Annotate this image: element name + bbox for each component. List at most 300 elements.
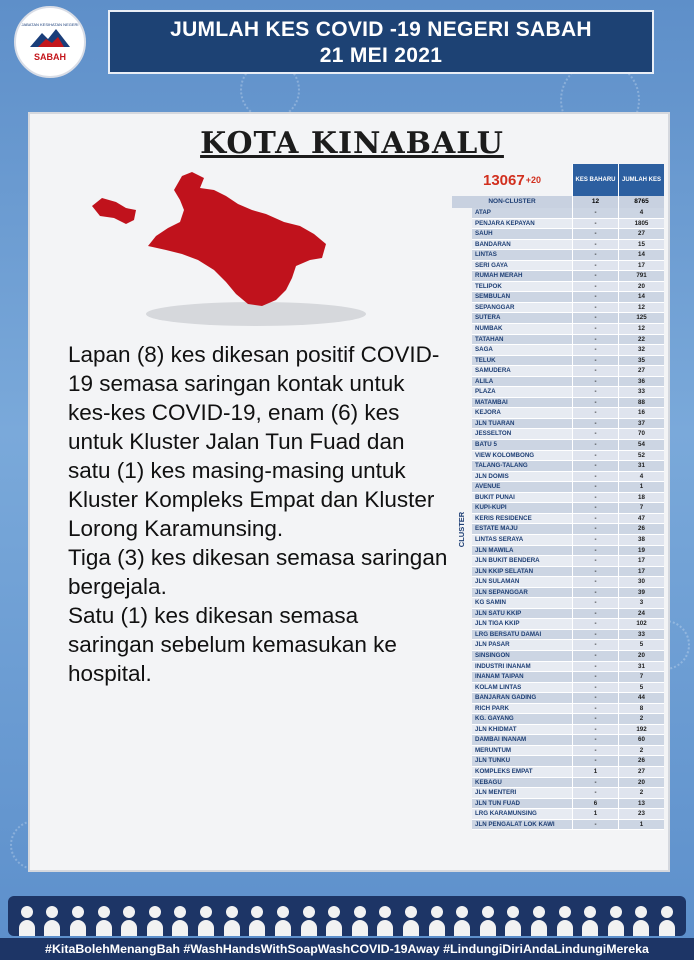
frontliner-person-icon xyxy=(147,906,163,936)
table-row xyxy=(452,303,664,314)
cluster-total-cases: 35 xyxy=(618,356,664,367)
row-spacer xyxy=(452,261,472,272)
row-spacer xyxy=(452,778,472,789)
table-row xyxy=(452,778,664,789)
total-cases xyxy=(452,164,572,196)
row-spacer xyxy=(452,704,472,715)
table-row xyxy=(452,662,664,673)
cluster-total-cases: 16 xyxy=(618,408,664,419)
cluster-new-cases: - xyxy=(572,292,618,303)
cluster-name: KOLAM LINTAS xyxy=(472,683,572,694)
frontliner-person-icon xyxy=(249,906,265,936)
cluster-new-cases: - xyxy=(572,229,618,240)
cluster-new-cases: - xyxy=(572,366,618,377)
table-header xyxy=(452,164,664,196)
frontliner-person-icon xyxy=(70,906,86,936)
cluster-name: BANDARAN xyxy=(472,240,572,251)
cluster-name: JLN TIGA KKIP xyxy=(472,619,572,630)
cluster-name: SAUH xyxy=(472,229,572,240)
cluster-total-cases: 31 xyxy=(618,461,664,472)
cluster-name: KEJORA xyxy=(472,408,572,419)
cluster-total-cases: 5 xyxy=(618,683,664,694)
non-cluster-new: 12 xyxy=(572,196,618,208)
cluster-new-cases: - xyxy=(572,472,618,483)
table-row xyxy=(452,640,664,651)
frontliner-person-icon xyxy=(224,906,240,936)
cluster-total-cases: 32 xyxy=(618,345,664,356)
cluster-total-cases: 60 xyxy=(618,735,664,746)
cluster-name: KERIS RESIDENCE xyxy=(472,514,572,525)
cluster-name: LRG KARAMUNSING xyxy=(472,809,572,820)
frontliner-person-icon xyxy=(301,906,317,936)
table-row xyxy=(452,387,664,398)
cluster-name: SUTERA xyxy=(472,313,572,324)
cluster-new-cases: - xyxy=(572,556,618,567)
table-row xyxy=(452,482,664,493)
cluster-new-cases: - xyxy=(572,567,618,578)
table-row xyxy=(452,503,664,514)
row-spacer xyxy=(452,651,472,662)
row-spacer xyxy=(452,451,472,462)
cluster-total-cases: 23 xyxy=(618,809,664,820)
cluster-name: JLN PENGALAT LOK KAWI xyxy=(472,820,572,831)
frontliner-person-icon xyxy=(326,906,342,936)
cluster-name: TELIPOK xyxy=(472,282,572,293)
row-spacer xyxy=(452,461,472,472)
cluster-total-cases: 88 xyxy=(618,398,664,409)
cluster-new-cases: - xyxy=(572,651,618,662)
row-spacer xyxy=(452,662,472,673)
frontliner-person-icon xyxy=(352,906,368,936)
header-new-cases: KES BAHARU xyxy=(572,164,618,196)
table-row xyxy=(452,493,664,504)
frontliner-person-icon xyxy=(275,906,291,936)
cluster-name: JLN KKIP SELATAN xyxy=(472,567,572,578)
cluster-name: ESTATE MAJU xyxy=(472,524,572,535)
district-title: KOTA KINABALU xyxy=(200,126,504,161)
row-spacer xyxy=(452,240,472,251)
cluster-new-cases: - xyxy=(572,429,618,440)
row-spacer xyxy=(452,324,472,335)
table-row xyxy=(452,809,664,820)
cluster-new-cases: - xyxy=(572,387,618,398)
cluster-name: BUKIT PUNAI xyxy=(472,493,572,504)
cluster-total-cases: 4 xyxy=(618,208,664,219)
row-spacer xyxy=(452,524,472,535)
cluster-name: JLN SATU KKIP xyxy=(472,609,572,620)
cluster-total-cases: 52 xyxy=(618,451,664,462)
row-spacer xyxy=(452,725,472,736)
cluster-new-cases: - xyxy=(572,419,618,430)
row-spacer xyxy=(452,208,472,219)
table-row xyxy=(452,356,664,367)
cluster-total-cases: 125 xyxy=(618,313,664,324)
cluster-total-cases: 2 xyxy=(618,788,664,799)
cluster-total-cases: 38 xyxy=(618,535,664,546)
row-spacer xyxy=(452,345,472,356)
cluster-name: TALANG-TALANG xyxy=(472,461,572,472)
table-row xyxy=(452,714,664,725)
cluster-new-cases: - xyxy=(572,514,618,525)
cluster-name: JESSELTON xyxy=(472,429,572,440)
table-row xyxy=(452,524,664,535)
total-cases-value: 13067 xyxy=(483,171,525,189)
cluster-new-cases: - xyxy=(572,208,618,219)
cluster-name: JLN TUN FUAD xyxy=(472,799,572,810)
non-cluster-label: NON-CLUSTER xyxy=(452,196,572,208)
cluster-new-cases: - xyxy=(572,440,618,451)
row-spacer xyxy=(452,809,472,820)
paragraph-symptomatic: Tiga (3) kes dikesan semasa saringan bergejala. xyxy=(68,545,448,599)
cluster-name: LINTAS xyxy=(472,250,572,261)
cluster-total-cases: 27 xyxy=(618,366,664,377)
table-row xyxy=(452,366,664,377)
row-spacer xyxy=(452,271,472,282)
table-row xyxy=(452,335,664,346)
paragraph-close-contact: Lapan (8) kes dikesan positif COVID-19 semasa saringan kontak untuk kes-kes COVID-19, enam (6) kes untuk Kluster Jalan Tun Fuad dan satu (1) kes masing-masing untuk Kluster Kompleks Empat dan Kluster Lorong Karamunsing. xyxy=(68,342,440,541)
cluster-total-cases: 44 xyxy=(618,693,664,704)
cluster-total-cases: 33 xyxy=(618,387,664,398)
table-row xyxy=(452,756,664,767)
cluster-new-cases: - xyxy=(572,820,618,831)
cluster-new-cases: - xyxy=(572,735,618,746)
cluster-new-cases: - xyxy=(572,461,618,472)
cluster-new-cases: - xyxy=(572,619,618,630)
hashtags-banner: #KitaBolehMenangBah #WashHandsWithSoapWashCOVID-19Away #LindungiDiriAndaLindungiMereka xyxy=(0,938,694,960)
row-spacer xyxy=(452,282,472,293)
header-banner xyxy=(108,10,654,74)
cluster-new-cases: - xyxy=(572,756,618,767)
cluster-total-cases: 33 xyxy=(618,630,664,641)
cluster-total-cases: 12 xyxy=(618,303,664,314)
frontliner-person-icon xyxy=(531,906,547,936)
row-spacer xyxy=(452,313,472,324)
table-row xyxy=(452,440,664,451)
cluster-total-cases: 20 xyxy=(618,282,664,293)
cluster-new-cases: - xyxy=(572,609,618,620)
cluster-new-cases: 1 xyxy=(572,809,618,820)
cluster-total-cases: 19 xyxy=(618,546,664,557)
cluster-total-cases: 1 xyxy=(618,482,664,493)
cluster-total-cases: 102 xyxy=(618,619,664,630)
row-spacer xyxy=(452,630,472,641)
header-total-cases: JUMLAH KES xyxy=(618,164,664,196)
row-spacer xyxy=(452,503,472,514)
frontliner-person-icon xyxy=(198,906,214,936)
frontliner-person-icon xyxy=(121,906,137,936)
cluster-total-cases: 31 xyxy=(618,662,664,673)
page-date: 21 MEI 2021 xyxy=(319,44,443,67)
cluster-new-cases: - xyxy=(572,451,618,462)
table-row xyxy=(452,767,664,778)
table-row xyxy=(452,556,664,567)
cluster-new-cases: - xyxy=(572,335,618,346)
cluster-new-cases: - xyxy=(572,693,618,704)
cluster-name: PENJARA KEPAYAN xyxy=(472,219,572,230)
row-spacer xyxy=(452,546,472,557)
cluster-new-cases: - xyxy=(572,282,618,293)
logo-label: SABAH xyxy=(33,52,66,62)
table-row xyxy=(452,672,664,683)
cluster-new-cases: - xyxy=(572,250,618,261)
row-spacer xyxy=(452,672,472,683)
total-new-cases: +20 xyxy=(525,175,541,185)
table-row xyxy=(452,250,664,261)
non-cluster-total: 8765 xyxy=(618,196,664,208)
table-row xyxy=(452,429,664,440)
cluster-total-cases: 3 xyxy=(618,598,664,609)
row-spacer xyxy=(452,250,472,261)
table-row xyxy=(452,546,664,557)
frontliner-person-icon xyxy=(96,906,112,936)
cluster-new-cases: - xyxy=(572,240,618,251)
cluster-new-cases: - xyxy=(572,303,618,314)
cluster-new-cases: - xyxy=(572,577,618,588)
frontliner-person-icon xyxy=(608,906,624,936)
cluster-name: KG. GAYANG xyxy=(472,714,572,725)
row-spacer xyxy=(452,482,472,493)
cluster-new-cases: - xyxy=(572,313,618,324)
table-row xyxy=(452,577,664,588)
cluster-total-cases: 37 xyxy=(618,419,664,430)
cluster-total-cases: 5 xyxy=(618,640,664,651)
row-spacer xyxy=(452,640,472,651)
frontliner-person-icon xyxy=(172,906,188,936)
table-row xyxy=(452,651,664,662)
cluster-new-cases: - xyxy=(572,356,618,367)
frontliner-person-icon xyxy=(429,906,445,936)
frontliner-person-icon xyxy=(582,906,598,936)
cluster-label: CLUSTER xyxy=(457,511,467,548)
table-row xyxy=(452,229,664,240)
cluster-new-cases: - xyxy=(572,683,618,694)
table-row xyxy=(452,725,664,736)
cluster-total-cases: 17 xyxy=(618,556,664,567)
table-row xyxy=(452,788,664,799)
cluster-total-cases: 39 xyxy=(618,588,664,599)
cluster-new-cases: - xyxy=(572,503,618,514)
row-spacer xyxy=(452,683,472,694)
cluster-total-cases: 27 xyxy=(618,767,664,778)
cluster-name: KG SAMIN xyxy=(472,598,572,609)
cluster-name: AVENUE xyxy=(472,482,572,493)
table-row xyxy=(452,219,664,230)
cluster-new-cases: - xyxy=(572,345,618,356)
cluster-new-cases: - xyxy=(572,377,618,388)
cluster-total-cases: 36 xyxy=(618,377,664,388)
frontliner-person-icon xyxy=(557,906,573,936)
row-spacer xyxy=(452,714,472,725)
row-spacer xyxy=(452,429,472,440)
row-spacer xyxy=(452,440,472,451)
row-spacer xyxy=(452,588,472,599)
cluster-new-cases: - xyxy=(572,725,618,736)
row-spacer xyxy=(452,356,472,367)
cluster-new-cases: - xyxy=(572,482,618,493)
table-row xyxy=(452,408,664,419)
cluster-total-cases: 14 xyxy=(618,250,664,261)
cluster-total-cases: 17 xyxy=(618,567,664,578)
cluster-new-cases: - xyxy=(572,588,618,599)
table-row xyxy=(452,419,664,430)
cluster-name: TELUK xyxy=(472,356,572,367)
cluster-total-cases: 27 xyxy=(618,229,664,240)
cluster-total-cases: 26 xyxy=(618,756,664,767)
row-spacer xyxy=(452,735,472,746)
cluster-name: ALILA xyxy=(472,377,572,388)
cluster-name: RICH PARK xyxy=(472,704,572,715)
cluster-new-cases: - xyxy=(572,535,618,546)
cluster-name: INDUSTRI INANAM xyxy=(472,662,572,673)
cluster-total-cases: 1805 xyxy=(618,219,664,230)
table-row xyxy=(452,240,664,251)
cluster-total-cases: 13 xyxy=(618,799,664,810)
row-spacer xyxy=(452,799,472,810)
table-row xyxy=(452,799,664,810)
cluster-total-cases: 20 xyxy=(618,778,664,789)
frontliner-person-icon xyxy=(505,906,521,936)
paragraph-hospital: Satu (1) kes dikesan semasa saringan sebelum kemasukan ke hospital. xyxy=(68,603,397,686)
row-spacer xyxy=(452,303,472,314)
row-spacer xyxy=(452,219,472,230)
cluster-total-cases: 14 xyxy=(618,292,664,303)
cluster-name: SERI GAYA xyxy=(472,261,572,272)
row-spacer xyxy=(452,577,472,588)
row-spacer xyxy=(452,335,472,346)
cluster-name: JLN MAWILA xyxy=(472,546,572,557)
cluster-new-cases: - xyxy=(572,219,618,230)
cluster-name: JLN MENTERI xyxy=(472,788,572,799)
frontliner-person-icon xyxy=(19,906,35,936)
mountain-logo-icon xyxy=(28,27,72,51)
row-spacer xyxy=(452,598,472,609)
cluster-new-cases: - xyxy=(572,398,618,409)
table-row xyxy=(452,746,664,757)
cluster-total-cases: 17 xyxy=(618,261,664,272)
table-row xyxy=(452,683,664,694)
cluster-name: TATAHAN xyxy=(472,335,572,346)
table-row xyxy=(452,609,664,620)
table-row xyxy=(452,472,664,483)
row-spacer xyxy=(452,472,472,483)
frontliner-person-icon xyxy=(44,906,60,936)
frontliner-person-icon xyxy=(403,906,419,936)
row-spacer xyxy=(452,514,472,525)
row-spacer xyxy=(452,609,472,620)
cluster-total-cases: 15 xyxy=(618,240,664,251)
cluster-new-cases: - xyxy=(572,524,618,535)
table-row xyxy=(452,820,664,831)
table-row xyxy=(452,567,664,578)
cluster-name: KUPI-KUPI xyxy=(472,503,572,514)
cluster-name: LINTAS SERAYA xyxy=(472,535,572,546)
cluster-new-cases: - xyxy=(572,662,618,673)
cluster-total-cases: 791 xyxy=(618,271,664,282)
cluster-new-cases: - xyxy=(572,261,618,272)
cluster-name: VIEW KOLOMBONG xyxy=(472,451,572,462)
table-row xyxy=(452,282,664,293)
cluster-rows xyxy=(452,208,664,830)
cluster-name: DAMBAI INANAM xyxy=(472,735,572,746)
cluster-total-cases: 8 xyxy=(618,704,664,715)
row-spacer xyxy=(452,229,472,240)
cluster-new-cases: - xyxy=(572,408,618,419)
cluster-name: SINSINGON xyxy=(472,651,572,662)
table-row xyxy=(452,735,664,746)
cluster-total-cases: 2 xyxy=(618,746,664,757)
cluster-new-cases: 1 xyxy=(572,767,618,778)
cluster-total-cases: 47 xyxy=(618,514,664,525)
table-row xyxy=(452,514,664,525)
cluster-name: INANAM TAIPAN xyxy=(472,672,572,683)
table-row xyxy=(452,598,664,609)
row-spacer xyxy=(452,788,472,799)
frontliner-person-icon xyxy=(377,906,393,936)
sabah-health-logo xyxy=(14,6,86,78)
cluster-total-cases: 26 xyxy=(618,524,664,535)
row-spacer xyxy=(452,820,472,831)
map-mainland-shape xyxy=(148,172,326,306)
cluster-name: RUMAH MERAH xyxy=(472,271,572,282)
cluster-name: BANJARAN GADING xyxy=(472,693,572,704)
row-spacer xyxy=(452,493,472,504)
cluster-total-cases: 4 xyxy=(618,472,664,483)
cluster-name: KEBAGU xyxy=(472,778,572,789)
kota-kinabalu-map xyxy=(86,166,376,336)
cluster-name: KOMPLEKS EMPAT xyxy=(472,767,572,778)
cluster-name: JLN PASAR xyxy=(472,640,572,651)
cluster-name: MERUNTUM xyxy=(472,746,572,757)
cluster-name: JLN KHIDMAT xyxy=(472,725,572,736)
cluster-name: PLAZA xyxy=(472,387,572,398)
cluster-total-cases: 54 xyxy=(618,440,664,451)
row-spacer xyxy=(452,746,472,757)
cluster-table xyxy=(452,164,664,828)
table-row xyxy=(452,345,664,356)
row-spacer xyxy=(452,756,472,767)
cluster-name: NUMBAK xyxy=(472,324,572,335)
cluster-total-cases: 70 xyxy=(618,429,664,440)
row-spacer xyxy=(452,619,472,630)
table-row xyxy=(452,324,664,335)
table-row xyxy=(452,261,664,272)
cluster-name: SEMBULAN xyxy=(472,292,572,303)
table-row xyxy=(452,377,664,388)
table-row xyxy=(452,292,664,303)
cluster-total-cases: 22 xyxy=(618,335,664,346)
cluster-new-cases: - xyxy=(572,788,618,799)
frontliner-person-icon xyxy=(659,906,675,936)
cluster-total-cases: 7 xyxy=(618,672,664,683)
table-row xyxy=(452,461,664,472)
cluster-new-cases: - xyxy=(572,598,618,609)
cluster-new-cases: - xyxy=(572,271,618,282)
cluster-name: JLN DOMIS xyxy=(472,472,572,483)
map-island-shape xyxy=(92,198,136,224)
table-row xyxy=(452,398,664,409)
row-spacer xyxy=(452,387,472,398)
cluster-new-cases: - xyxy=(572,324,618,335)
cluster-new-cases: - xyxy=(572,672,618,683)
frontliner-person-icon xyxy=(633,906,649,936)
cluster-new-cases: - xyxy=(572,640,618,651)
table-row xyxy=(452,588,664,599)
table-row xyxy=(452,704,664,715)
frontliner-person-icon xyxy=(454,906,470,936)
cluster-name: SAMUDERA xyxy=(472,366,572,377)
cluster-total-cases: 12 xyxy=(618,324,664,335)
row-spacer xyxy=(452,567,472,578)
